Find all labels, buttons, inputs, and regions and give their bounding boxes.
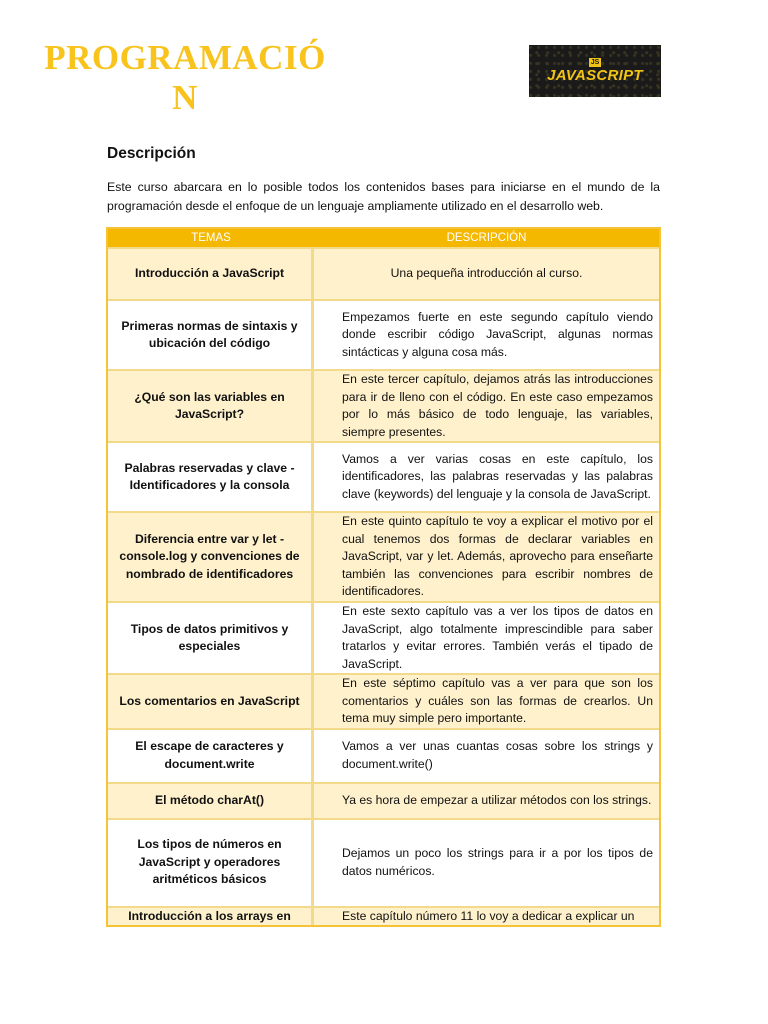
table-row bbox=[108, 247, 659, 299]
table-row bbox=[108, 601, 659, 673]
description-cell: Una pequeña introducción al curso. bbox=[314, 247, 659, 299]
table-row bbox=[108, 728, 659, 782]
topic-cell: Introducción a los arrays en bbox=[108, 906, 314, 926]
topic-cell: Introducción a JavaScript bbox=[108, 247, 314, 299]
intro-paragraph: Este curso abarcara en lo posible todos los contenidos bases para iniciarse en el mundo de la programación desde el enfoque de un lenguaje ampliamente utilizado en el desarrollo web. bbox=[107, 180, 660, 213]
section-heading: Descripción bbox=[107, 145, 196, 162]
header-description: DESCRIPCIÓN bbox=[314, 229, 659, 247]
description-cell: En este séptimo capítulo vas a ver para que son los comentarios y cuáles son las formas de crearlos. Un tema muy simple pero importante. bbox=[314, 673, 659, 728]
topic-cell: Los comentarios en JavaScript bbox=[108, 673, 314, 728]
topic-cell: Palabras reservadas y clave - Identificadores y la consola bbox=[108, 441, 314, 511]
topic-cell: Primeras normas de sintaxis y ubicación del código bbox=[108, 299, 314, 369]
header-topics: TEMAS bbox=[108, 229, 314, 247]
topic-cell: Diferencia entre var y let - console.log y convenciones de nombrado de identificadores bbox=[108, 511, 314, 601]
table-header-row bbox=[108, 229, 659, 247]
description-cell: En este quinto capítulo te voy a explicar el motivo por el cual tenemos dos formas de declarar variables en JavaScript, var y let. Además, aprovecho para enseñarte también las convenciones para escribir nombres de identificadores. bbox=[314, 511, 659, 601]
logo-badge: JS bbox=[590, 59, 600, 66]
table-row bbox=[108, 782, 659, 818]
description-cell: Empezamos fuerte en este segundo capítulo viendo donde escribir código JavaScript, algunas normas sintácticas y alguna cosa más. bbox=[314, 299, 659, 369]
description-cell: En este sexto capítulo vas a ver los tipos de datos en JavaScript, algo totalmente imprescindible para saber tratarlos y evitar errores. También verás el tipado de JavaScript. bbox=[314, 601, 659, 673]
table-row bbox=[108, 441, 659, 511]
topics-table bbox=[106, 227, 661, 927]
description-cell: Dejamos un poco los strings para ir a por los tipos de datos numéricos. bbox=[314, 818, 659, 906]
description-cell: En este tercer capítulo, dejamos atrás las introducciones para ir de lleno con el código. En este caso empezamos por lo más básico de todo lenguaje, las variables, siempre presentes. bbox=[314, 369, 659, 441]
javascript-logo bbox=[529, 45, 661, 97]
description-cell: Vamos a ver varias cosas en este capítulo, los identificadores, las palabras reservadas y las palabras clave (keywords) del lenguaje y la consola de JavaScript. bbox=[314, 441, 659, 511]
logo-text: JAVASCRIPT bbox=[547, 67, 643, 84]
description-cell: Vamos a ver unas cuantas cosas sobre los strings y document.write() bbox=[314, 728, 659, 782]
description-cell: Ya es hora de empezar a utilizar métodos con los strings. bbox=[314, 782, 659, 818]
table-row bbox=[108, 511, 659, 601]
topic-cell: El método charAt() bbox=[108, 782, 314, 818]
table-row bbox=[108, 673, 659, 728]
table-row bbox=[108, 299, 659, 369]
page-title: PROGRAMACIÓ N bbox=[44, 38, 326, 117]
table-row bbox=[108, 906, 659, 926]
description-cell: Este capítulo número 11 lo voy a dedicar a explicar un bbox=[314, 906, 659, 926]
topic-cell: ¿Qué son las variables en JavaScript? bbox=[108, 369, 314, 441]
table-row bbox=[108, 818, 659, 906]
topic-cell: El escape de caracteres y document.write bbox=[108, 728, 314, 782]
topic-cell: Los tipos de números en JavaScript y operadores aritméticos básicos bbox=[108, 818, 314, 906]
topic-cell: Tipos de datos primitivos y especiales bbox=[108, 601, 314, 673]
table-row bbox=[108, 369, 659, 441]
